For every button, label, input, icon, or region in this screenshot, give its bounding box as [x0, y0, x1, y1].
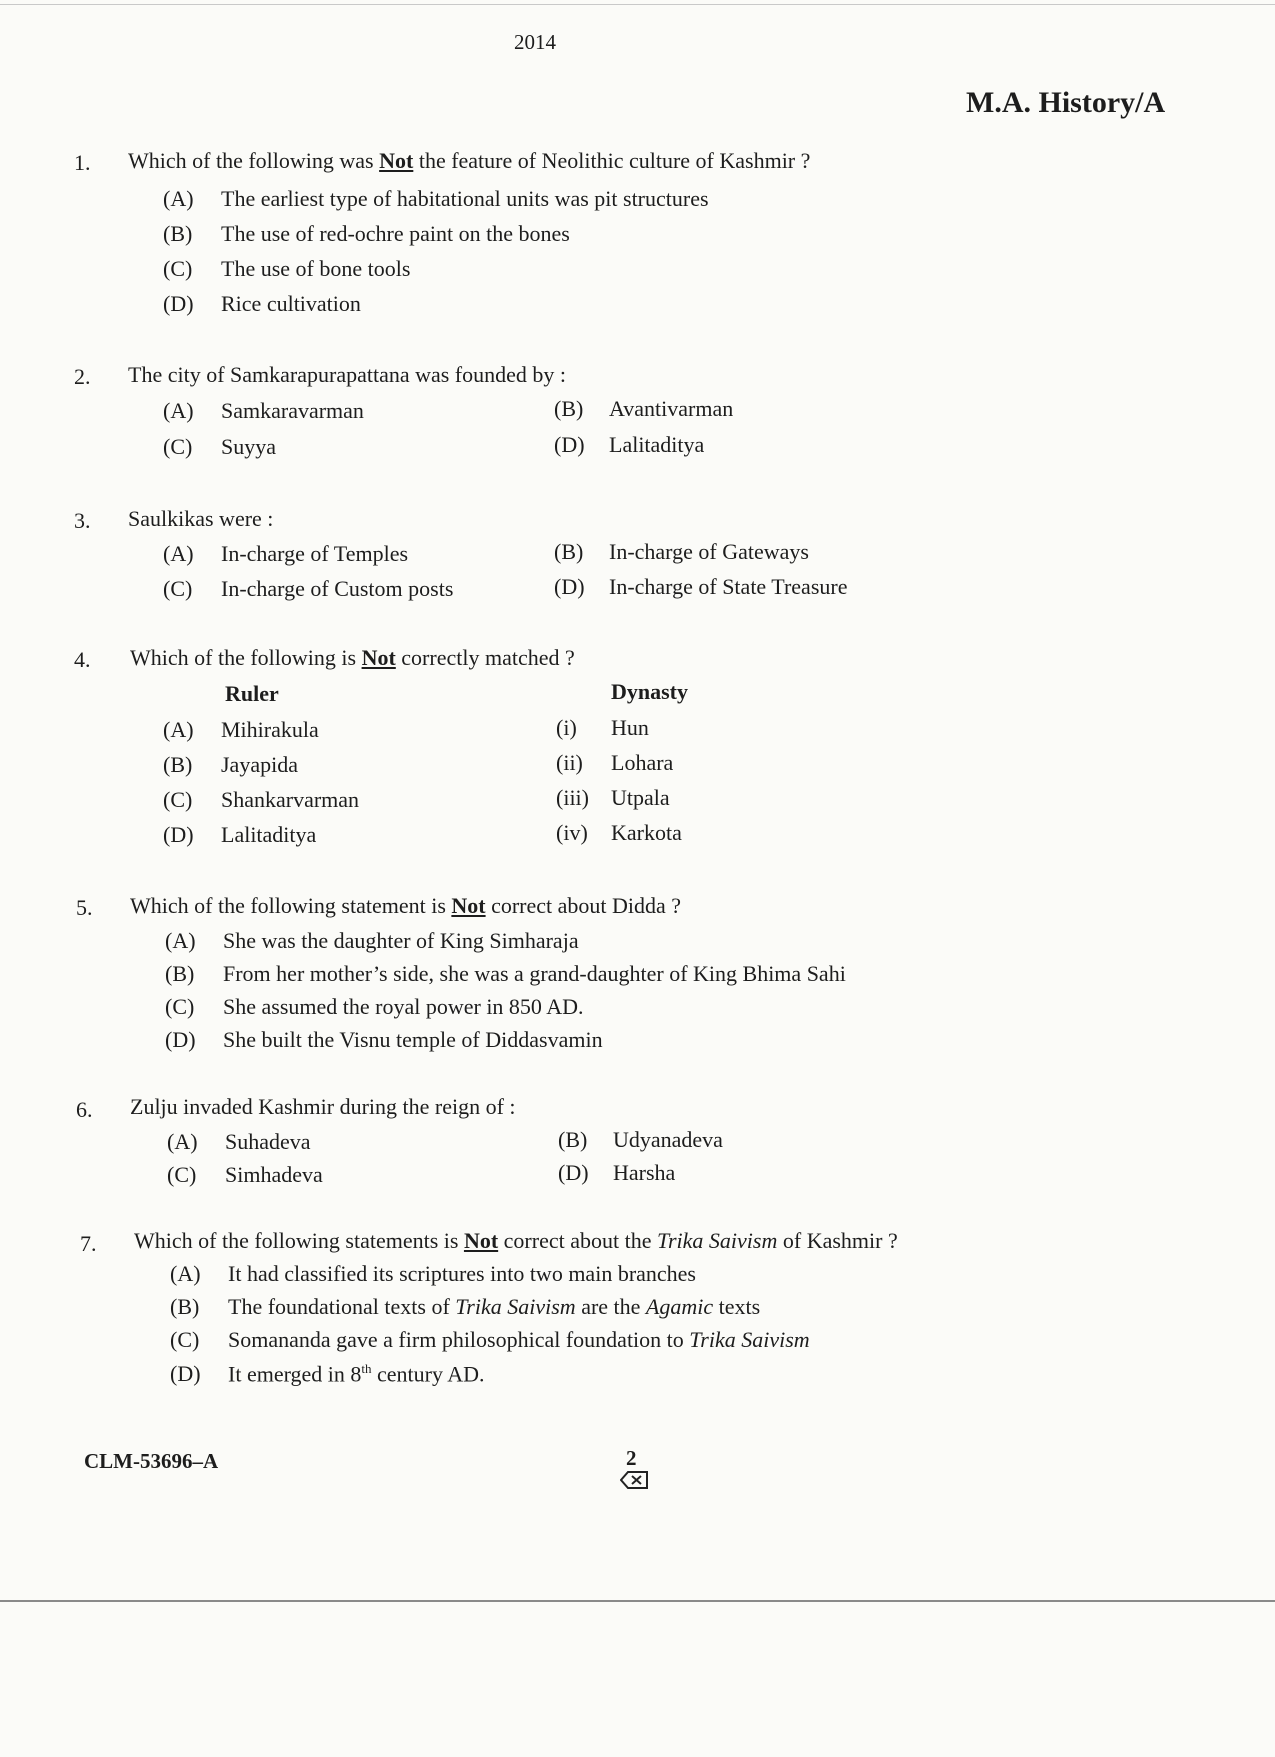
question-text: Zulju invaded Kashmir during the reign of : [130, 1094, 516, 1119]
option-c: (C) In-charge of Custom posts [163, 576, 454, 601]
option-d: (D) Lalitaditya [554, 432, 705, 457]
option-b: (B) Udyanadeva [558, 1127, 723, 1152]
match-row-dynasty: (i) Hun [556, 715, 649, 740]
option-b: (B) Avantivarman [554, 396, 734, 421]
question-text: Which of the following statement is Not correct about Didda ? [130, 893, 682, 918]
option-c: (C) She assumed the royal power in 850 AD. [165, 994, 584, 1019]
match-row: (D) Lalitaditya [163, 822, 317, 847]
question-number: 2. [74, 364, 91, 389]
top-border [0, 4, 1275, 5]
option-b: (B) From her mother’s side, she was a grand-daughter of King Bhima Sahi [165, 961, 846, 986]
option-a: (A) It had classified its scriptures into two main branches [170, 1261, 696, 1286]
option-d: (D) Rice cultivation [163, 291, 361, 316]
match-row: (B) Jayapida [163, 752, 298, 777]
question-text: Which of the following is Not correctly matched ? [130, 645, 575, 670]
column-header-ruler: Ruler [225, 681, 279, 706]
year-header: 2014 [514, 30, 556, 54]
option-b: (B) In-charge of Gateways [554, 539, 809, 564]
option-c: (C) The use of bone tools [163, 256, 411, 281]
subject-header: M.A. History/A [966, 86, 1166, 119]
paper-code: CLM-53696–A [84, 1449, 219, 1473]
question-number: 7. [80, 1231, 97, 1256]
option-d: (D) In-charge of State Treasure [554, 574, 848, 599]
page-number: 2 [626, 1446, 637, 1470]
option-a: (A) Suhadeva [167, 1129, 311, 1154]
printer-mark-icon [620, 1470, 648, 1490]
question-number: 5. [76, 895, 93, 920]
question-text: Which of the following was Not the feature of Neolithic culture of Kashmir ? [128, 148, 811, 173]
match-row: (A) Mihirakula [163, 717, 319, 742]
match-row-dynasty: (iii) Utpala [556, 785, 670, 810]
match-row: (C) Shankarvarman [163, 787, 360, 812]
option-a: (A) Samkaravarman [163, 398, 364, 423]
option-d: (D) It emerged in 8th century AD. [170, 1361, 485, 1387]
question-number: 3. [74, 508, 91, 533]
option-b: (B) The foundational texts of Trika Saivism are the Agamic texts [170, 1294, 761, 1319]
question-number: 1. [74, 150, 91, 175]
question-text: The city of Samkarapurapattana was founded by : [128, 362, 567, 387]
option-a: (A) She was the daughter of King Simharaja [165, 928, 579, 953]
option-c: (C) Suyya [163, 434, 276, 459]
option-d: (D) She built the Visnu temple of Diddasvamin [165, 1027, 603, 1052]
option-c: (C) Somananda gave a firm philosophical foundation to Trika Saivism [170, 1327, 810, 1352]
question-number: 4. [74, 647, 91, 672]
match-row-dynasty: (ii) Lohara [556, 750, 674, 775]
option-d: (D) Harsha [558, 1160, 676, 1185]
column-header-dynasty: Dynasty [611, 679, 689, 704]
option-a: (A) In-charge of Temples [163, 541, 409, 566]
bottom-border [0, 1600, 1275, 1602]
question-text: Saulkikas were : [128, 506, 274, 531]
match-row-dynasty: (iv) Karkota [556, 820, 682, 845]
option-b: (B) The use of red-ochre paint on the bones [163, 221, 570, 246]
option-a: (A) The earliest type of habitational units was pit structures [163, 186, 709, 211]
question-text: Which of the following statements is Not correct about the Trika Saivism of Kashmir ? [134, 1228, 898, 1253]
question-number: 6. [76, 1097, 93, 1122]
option-c: (C) Simhadeva [167, 1162, 323, 1187]
